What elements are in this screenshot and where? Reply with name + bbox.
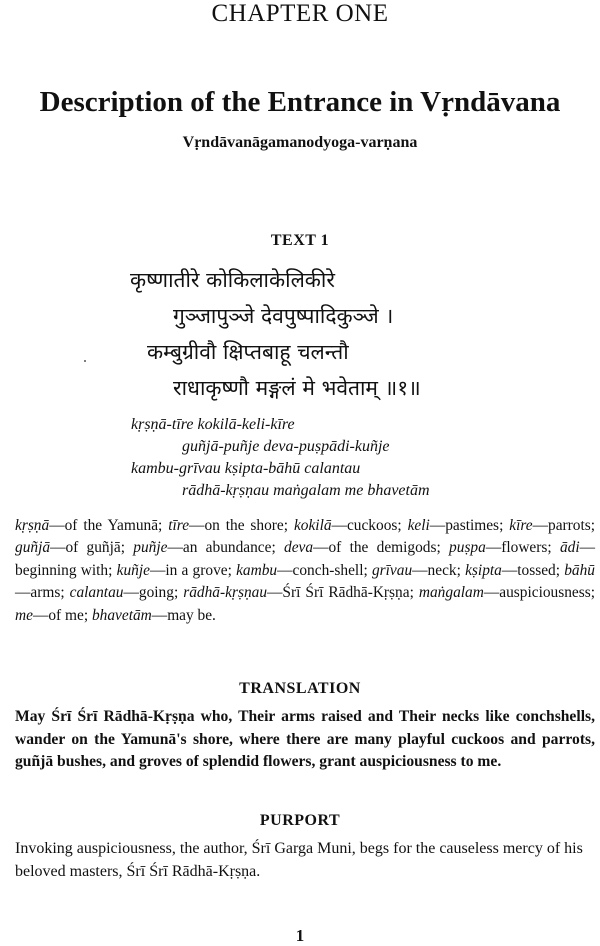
synonym-entry: kṣipta—tossed xyxy=(465,561,556,579)
synonym-term: grīvau xyxy=(371,561,413,579)
synonym-meaning: of me xyxy=(48,606,84,624)
synonym-entry: kuñje—in a grove xyxy=(116,561,228,579)
synonym-meaning: auspiciousness xyxy=(499,584,591,602)
stray-ink-dot xyxy=(84,360,86,362)
chapter-title: Description of the Entrance in Vṛndāvana xyxy=(39,86,561,118)
translation-heading: TRANSLATION xyxy=(239,680,361,697)
synonym-entry: ādi—beginning with xyxy=(15,539,595,579)
synonym-meaning: parrots xyxy=(548,517,591,534)
synonym-term: ādi xyxy=(559,539,580,557)
synonym-meaning: cuckoos xyxy=(346,517,398,534)
synonym-meaning: pastimes xyxy=(445,517,500,534)
synonym-term: tīre xyxy=(168,517,190,534)
synonym-meaning: beginning with xyxy=(15,561,109,579)
synonym-meaning: of guñjā xyxy=(65,539,121,557)
synonym-term: kīre xyxy=(509,517,533,534)
synonym-meaning: may be. xyxy=(167,606,216,624)
synonym-term: kambu xyxy=(236,561,278,579)
verse-transliteration-line-1: kṛṣṇā-tīre kokilā-keli-kīre xyxy=(131,416,295,433)
synonym-term: bhavetām xyxy=(91,606,152,624)
verse-devanagari-line-3: कम्बुग्रीवौ क्षिप्तबाहू चलन्तौ xyxy=(147,340,349,364)
synonym-term: puñje xyxy=(133,539,168,557)
synonym-term: maṅgalam xyxy=(418,584,484,602)
text-number-heading: TEXT 1 xyxy=(270,232,330,249)
synonym-term: deva xyxy=(284,539,314,557)
synonym-meaning: of the Yamunā xyxy=(64,517,159,534)
synonym-entry: kṛṣṇā—of the Yamunā xyxy=(15,517,159,534)
synonym-entry: kīre—parrots xyxy=(509,517,591,534)
synonym-term: kokilā xyxy=(293,517,332,534)
synonym-term: kṛṣṇā xyxy=(15,517,50,534)
synonym-meaning: an abundance xyxy=(182,539,272,557)
synonym-term: guñjā xyxy=(15,539,51,557)
verse-transliteration-line-2: guñjā-puñje deva-puṣpādi-kuñje xyxy=(182,438,390,455)
word-for-word-synonyms: kṛṣṇā—of the Yamunā; tīre—on the shore; kokilā—cuckoos; keli—pastimes; kīre—parrots; guñjā—of guñjā; puñje—an abundance; deva—of the demigods; puṣpa—flowers; ādi—beginning with; kuñje—in a grove; kambu—conch-shell; grīvau—neck; kṣipta—tossed; bāhū—arms; calantau—going; rādhā-kṛṣṇau—Śrī Śrī Rādhā-Kṛṣṇa; maṅgalam—auspiciousness; me—of me; bhavetām—may be. xyxy=(15,517,596,624)
synonym-meaning: going xyxy=(138,584,174,602)
synonym-term: rādhā-kṛṣṇau xyxy=(183,584,268,602)
chapter-subtitle: Vṛndāvanāgamanodyoga-varṇana xyxy=(182,134,418,151)
synonym-term: calantau xyxy=(69,584,124,602)
synonym-entry: bāhū—arms xyxy=(15,561,595,602)
synonym-entry: guñjā—of guñjā xyxy=(15,539,121,557)
verse-transliteration-line-4: rādhā-kṛṣṇau maṅgalam me bhavetām xyxy=(182,482,430,499)
synonym-term: keli xyxy=(407,517,430,534)
chapter-label: CHAPTER ONE xyxy=(211,0,389,27)
purport-heading: PURPORT xyxy=(259,812,341,829)
synonym-term: kṣipta xyxy=(465,561,502,579)
verse-devanagari-line-1: कृष्णातीरे कोकिलाकेलिकीरे xyxy=(130,268,335,292)
synonym-entry: kokilā—cuckoos xyxy=(293,517,398,534)
synonym-entry: bhavetām—may be. xyxy=(91,606,216,624)
synonym-term: me xyxy=(15,606,33,624)
synonym-term: puṣpa xyxy=(449,539,486,557)
synonym-meaning: neck xyxy=(427,561,457,579)
verse-transliteration-line-3: kambu-grīvau kṣipta-bāhū calantau xyxy=(131,460,361,477)
synonym-meaning: conch-shell xyxy=(292,561,364,579)
synonym-entry: keli—pastimes xyxy=(407,517,500,534)
verse-devanagari-line-2: गुञ्जापुञ्जे देवपुष्पादिकुञ्जे । xyxy=(173,304,394,328)
page-number: 1 xyxy=(295,926,305,945)
verse-devanagari-line-4: राधाकृष्णौ मङ्गलं मे भवेताम् ॥१॥ xyxy=(173,376,421,400)
purport-text: Invoking auspiciousness, the author, Śrī Garga Muni, begs for the causeless mercy of his beloved masters, Śrī Śrī Rādhā-Kṛṣṇa. xyxy=(15,840,583,880)
synonym-entry: deva—of the demigods xyxy=(284,539,437,557)
synonym-term: bāhū xyxy=(564,561,595,579)
synonym-meaning: flowers xyxy=(501,539,548,557)
synonym-entry: puṣpa—flowers xyxy=(449,539,548,557)
synonym-meaning: tossed xyxy=(517,561,556,579)
synonym-meaning: arms xyxy=(30,584,61,602)
synonym-entry: calantau—going xyxy=(69,584,174,602)
synonym-entry: maṅgalam—auspiciousness xyxy=(418,584,591,602)
synonym-term: kuñje xyxy=(116,561,150,579)
synonym-meaning: Śrī Śrī Rādhā-Kṛṣṇa xyxy=(282,584,410,602)
synonym-entry: me—of me xyxy=(15,606,84,624)
translation-text: May Śrī Śrī Rādhā-Kṛṣṇa who, Their arms raised and Their necks like conchshells, wander on the Yamunā's shore, where there are many playful cuckoos and parrots, guñjā bushes, and groves of splendid flowers, grant auspiciousness to me. xyxy=(15,708,595,771)
synonym-meaning: of the demigods xyxy=(328,539,437,557)
synonym-meaning: on the shore xyxy=(204,517,284,534)
synonym-meaning: in a grove xyxy=(165,561,228,579)
synonym-entry: puñje—an abundance xyxy=(133,539,272,557)
synonym-entry: kambu—conch-shell xyxy=(236,561,364,579)
synonym-entry: grīvau—neck xyxy=(371,561,457,579)
synonym-entry: rādhā-kṛṣṇau—Śrī Śrī Rādhā-Kṛṣṇa xyxy=(183,584,410,602)
synonym-entry: tīre—on the shore xyxy=(168,517,284,534)
